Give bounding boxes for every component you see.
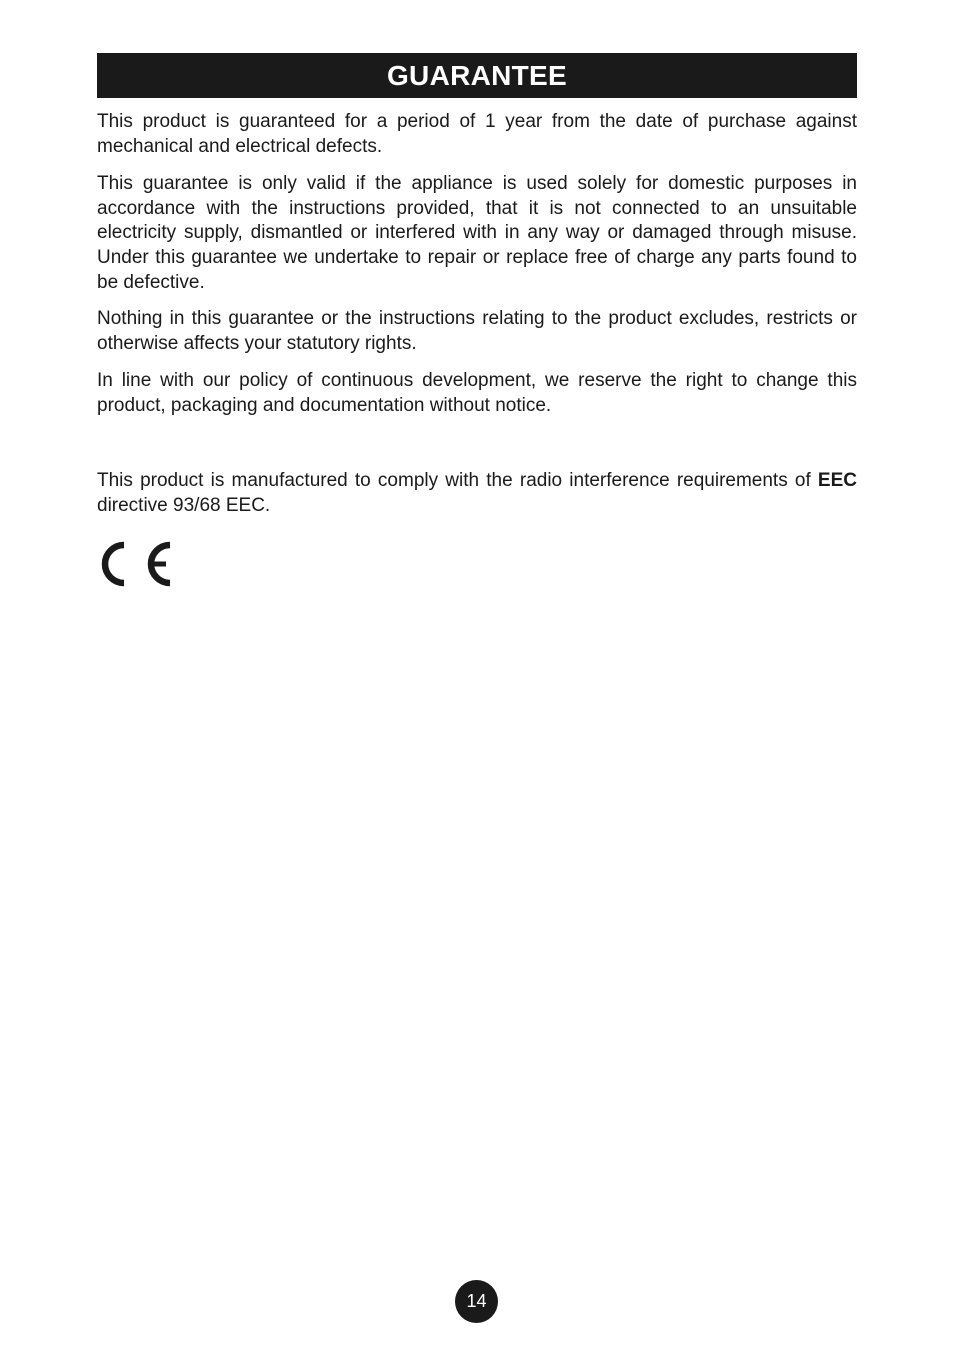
page-number: 14 [455, 1280, 498, 1323]
guarantee-period-paragraph: This product is guaranteed for a period of 1 year from the date of purchase against mechanical and electrical defects. [97, 111, 857, 157]
page-title: GUARANTEE [386, 59, 568, 91]
development-policy-paragraph: In line with our policy of continuous development, we reserve the right to change this product, packaging and documentation without notice. [97, 370, 857, 416]
compliance-paragraph [97, 469, 857, 518]
guarantee-validity-paragraph: This guarantee is only valid if the appliance is used solely for domestic purposes in accordance with the instructions provided, that it is not connected to an unsuitable electricity supply, dismantled or interfered with in any way or damaged through misuse. Under this guarantee we undertake to repair or replace free of charge any parts found to be defective. [97, 173, 857, 293]
compliance-bold-term: EEC [817, 470, 857, 491]
ce-mark-icon [96, 538, 174, 590]
statutory-rights-paragraph: Nothing in this guarantee or the instructions relating to the product excludes, restricts or otherwise affects your statutory rights. [97, 308, 857, 354]
compliance-rest: directive 93/68 EEC. [97, 494, 271, 516]
section-header [97, 53, 857, 98]
compliance-text: This product is manufactured to comply with the radio interference requirements of [97, 470, 811, 491]
